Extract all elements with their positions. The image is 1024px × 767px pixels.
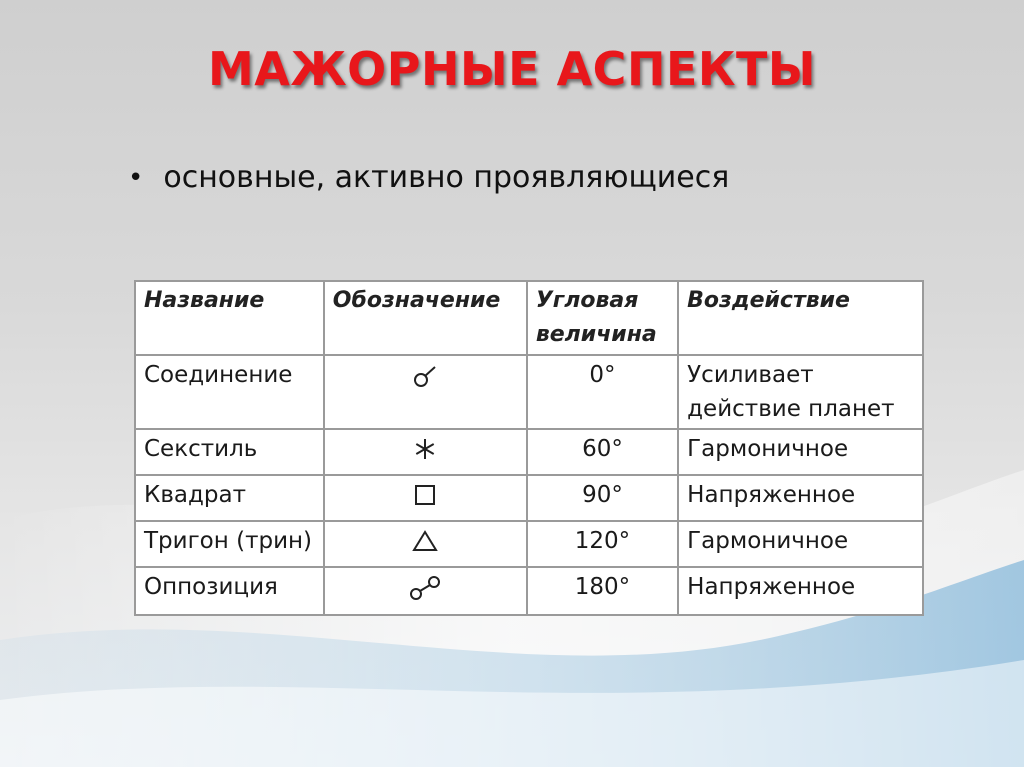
cell-effect: Гармоничное	[678, 429, 923, 475]
cell-symbol	[324, 567, 527, 615]
cell-symbol	[324, 429, 527, 475]
table-row	[135, 475, 923, 521]
cell-effect: Напряженное	[678, 475, 923, 521]
cell-angle: 120°	[527, 521, 678, 567]
square-icon	[412, 482, 438, 508]
cell-symbol	[324, 355, 527, 429]
cell-name: Оппозиция	[135, 567, 324, 615]
cell-name: Секстиль	[135, 429, 324, 475]
cell-effect: Гармоничное	[678, 521, 923, 567]
table-row	[135, 521, 923, 567]
cell-effect: Усиливает действие планет	[678, 355, 923, 429]
header-symbol: Обозначение	[324, 281, 527, 355]
cell-symbol	[324, 521, 527, 567]
bullet-icon: •	[128, 162, 144, 193]
table-header-row	[135, 281, 923, 355]
cell-name: Тригон (трин)	[135, 521, 324, 567]
cell-angle: 60°	[527, 429, 678, 475]
cell-angle: 180°	[527, 567, 678, 615]
aspects-table	[134, 280, 924, 616]
slide-title: МАЖОРНЫЕ АСПЕКТЫ	[207, 42, 817, 96]
table-row	[135, 429, 923, 475]
cell-name: Квадрат	[135, 475, 324, 521]
opposition-icon	[408, 574, 442, 602]
header-effect: Воздействие	[678, 281, 923, 355]
table-row	[135, 567, 923, 615]
bullet-text: основные, активно проявляющиеся	[163, 160, 730, 195]
bullet-item	[128, 160, 729, 195]
table-row	[135, 355, 923, 429]
cell-angle: 90°	[527, 475, 678, 521]
sextile-icon	[412, 436, 438, 462]
header-name: Название	[135, 281, 324, 355]
conjunction-icon	[411, 362, 439, 390]
cell-name: Соединение	[135, 355, 324, 429]
cell-angle: 0°	[527, 355, 678, 429]
cell-symbol	[324, 475, 527, 521]
trine-icon	[411, 528, 439, 554]
cell-effect: Напряженное	[678, 567, 923, 615]
header-angle: Угловая величина	[527, 281, 678, 355]
